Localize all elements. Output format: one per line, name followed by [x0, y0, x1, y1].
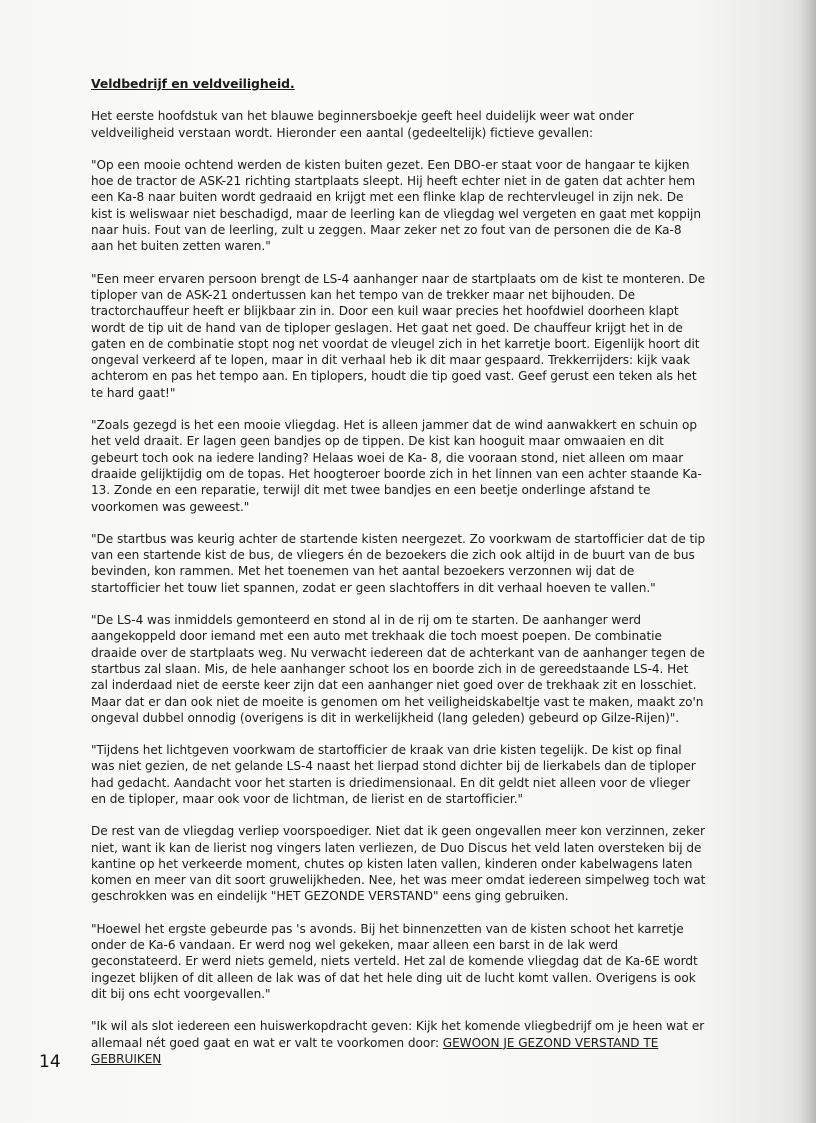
- closing-paragraph: [91, 1018, 706, 1067]
- paragraph-wind-incident: "Zoals gezegd is het een mooie vliegdag. Het is alleen jammer dat de wind aanwakkert en schuin op het veld draait. Er lagen geen bandjes op de tippen. De kist kan hooguit maar omwaaien en dit gebeurt toch ook na iedere landing? Helaas woei de Ka- 8, die vooraan stond, niet alleen om maar draaide gelijktijdig om de topas. Het hoogteroer boorde zich in het linnen van een achter staande Ka-13. Zonde en een reparatie, terwijl dit met twee bandjes en een beetje onderlinge afstand te voorkomen was geweest.": [91, 418, 702, 514]
- closing-emphasis: GEWOON JE GEZOND VERSTAND TE GEBRUIKEN: [91, 1035, 659, 1066]
- paragraph-tiploper-incident: "Een meer ervaren persoon brengt de LS-4 aanhanger naar de startplaats om de kist te monteren. De tiploper van de ASK-21 ondertussen kan het tempo van de trekker maar net bijhouden. De tractorchauffeur heeft er blijkbaar zin in. Door een kuil waar precies het hoofdwiel doorheen klapt wordt de tip uit de hand van de tiploper geslagen. Het gaat net goed. De chauffeur krijgt het in de gaten en de combinatie stopt nog net voordat de vleugel zich in het karretje boort. Eigenlijk hoort dit ongeval verkeerd af te lopen, maar in dit verhaal heb ik dit maar gespaard. Trekkerrijders: kijk vaak achterom en pas het tempo aan. En tiplopers, houdt die tip goed vast. Geef gerust een teken als het te hard gaat!": [91, 271, 706, 400]
- section-title: Veldbedrijf en veldveiligheid.: [91, 76, 295, 91]
- paragraph-trailer-incident: "De LS-4 was inmiddels gemonteerd en stond al in de rij om te starten. De aanhanger werd aangekoppeld door iemand met een auto met trekhaak die toch moest poepen. De combinatie draaide over de startplaats weg. Nu verwacht iedereen dat de achterkant van de aanhanger tegen de startbus zal slaan. Mis, de hele aanhanger schoot los en boorde zich in de gereedstaande LS-4. Het zal inderdaad niet de eerste keer zijn dat een aanhanger niet goed over de trekhaak zit en losschiet. Maar dat er dan ook niet de moeite is genomen om het veiligheidskabeltje vast te maken, maakt zo'n ongeval dubbel onnodig (overigens is dit in werkelijkheid (lang geleden) gebeurd op Gilze-Rijen)".: [91, 613, 705, 725]
- paragraph-hangar-incident: "Op een mooie ochtend werden de kisten buiten gezet. Een DBO-er staat voor de hangaar te kijken hoe de tractor de ASK-21 richting startplaats sleept. Hij heeft echter niet in de gaten dat achter hem een Ka-8 naar buiten wordt gedraaid en krijgt met een flinke klap de rechtervleugel in zijn nek. De kist is weliswaar niet beschadigd, maar de leerling kan de vliegdag wel vergeten en gaat met koppijn naar huis. Fout van de leerling, zult u zeggen. Maar zeker net zo fout van de personen die de Ka-8 aan het buiten zetten waren.": [91, 157, 701, 254]
- article-body: [91, 76, 706, 1083]
- paragraph-rest-of-day: De rest van de vliegdag verliep voorspoediger. Niet dat ik geen ongevallen meer kon verzinnen, zeker niet, want ik kan de lierist nog vingers laten verliezen, de Duo Discus het veld laten oversteken bij de kantine op het verkeerde moment, chutes op kisten laten vallen, kinderen onder kabelwagens laten komen en meer van dit soort gruwelijkheden. Nee, het was meer omdat iedereen simpelweg toch wat geschrokken was en eindelijk "HET GEZONDE VERSTAND" eens ging gebruiken.: [91, 824, 706, 904]
- paragraph-startbus: "De startbus was keurig achter de startende kisten neergezet. Zo voorkwam de startofficier dat de tip van een startende kist de bus, de vliegers én de bezoekers die zich ook altijd in de buurt van de bus bevinden, kon rammen. Met het toenemen van het aantal bezoekers verzonnen wij dat de startofficier het touw liet spannen, zodat er geen slachtoffers in dit verhaal hoeven te vallen.": [91, 531, 706, 595]
- paragraph-evening-incident: "Hoewel het ergste gebeurde pas 's avonds. Bij het binnenzetten van de kisten schoot het karretje onder de Ka-6 vandaan. Er werd nog wel gekeken, maar alleen een barst in de lak werd geconstateerd. Er werd niets gemeld, niets verteld. Het zal de komende vliegdag dat de Ka-6E wordt ingezet blijken of dit alleen de lak was of dat het hele ding uit de lucht komt vallen. Overigens is ook dit bij ons echt voorgevallen.": [91, 921, 698, 1001]
- paragraph-lichtgeven: "Tijdens het lichtgeven voorkwam de startofficier de kraak van drie kisten tegelijk. De kist op final was niet gezien, de net gelande LS-4 naast het lierpad stond dichter bij de lierkabels dan de tiploper had gedacht. Aandacht voor het starten is driedimensionaal. En dit geldt niet alleen voor de vlieger en de tiploper, maar ook voor de lichtman, de lierist en de startofficier.": [91, 743, 696, 806]
- closing-text: "Ik wil als slot iedereen een huiswerkopdracht geven: Kijk het komende vliegbedrijf om je heen wat er allemaal nét goed gaat en wat er valt te voorkomen door:: [91, 1019, 705, 1050]
- page-number: 14: [39, 1052, 61, 1072]
- intro-paragraph: Het eerste hoofdstuk van het blauwe beginnersboekje geeft heel duidelijk weer wat onder veldveiligheid verstaan wordt. Hieronder een aantal (gedeeltelijk) fictieve gevallen:: [91, 109, 634, 140]
- page-binding-shadow: [798, 0, 816, 1123]
